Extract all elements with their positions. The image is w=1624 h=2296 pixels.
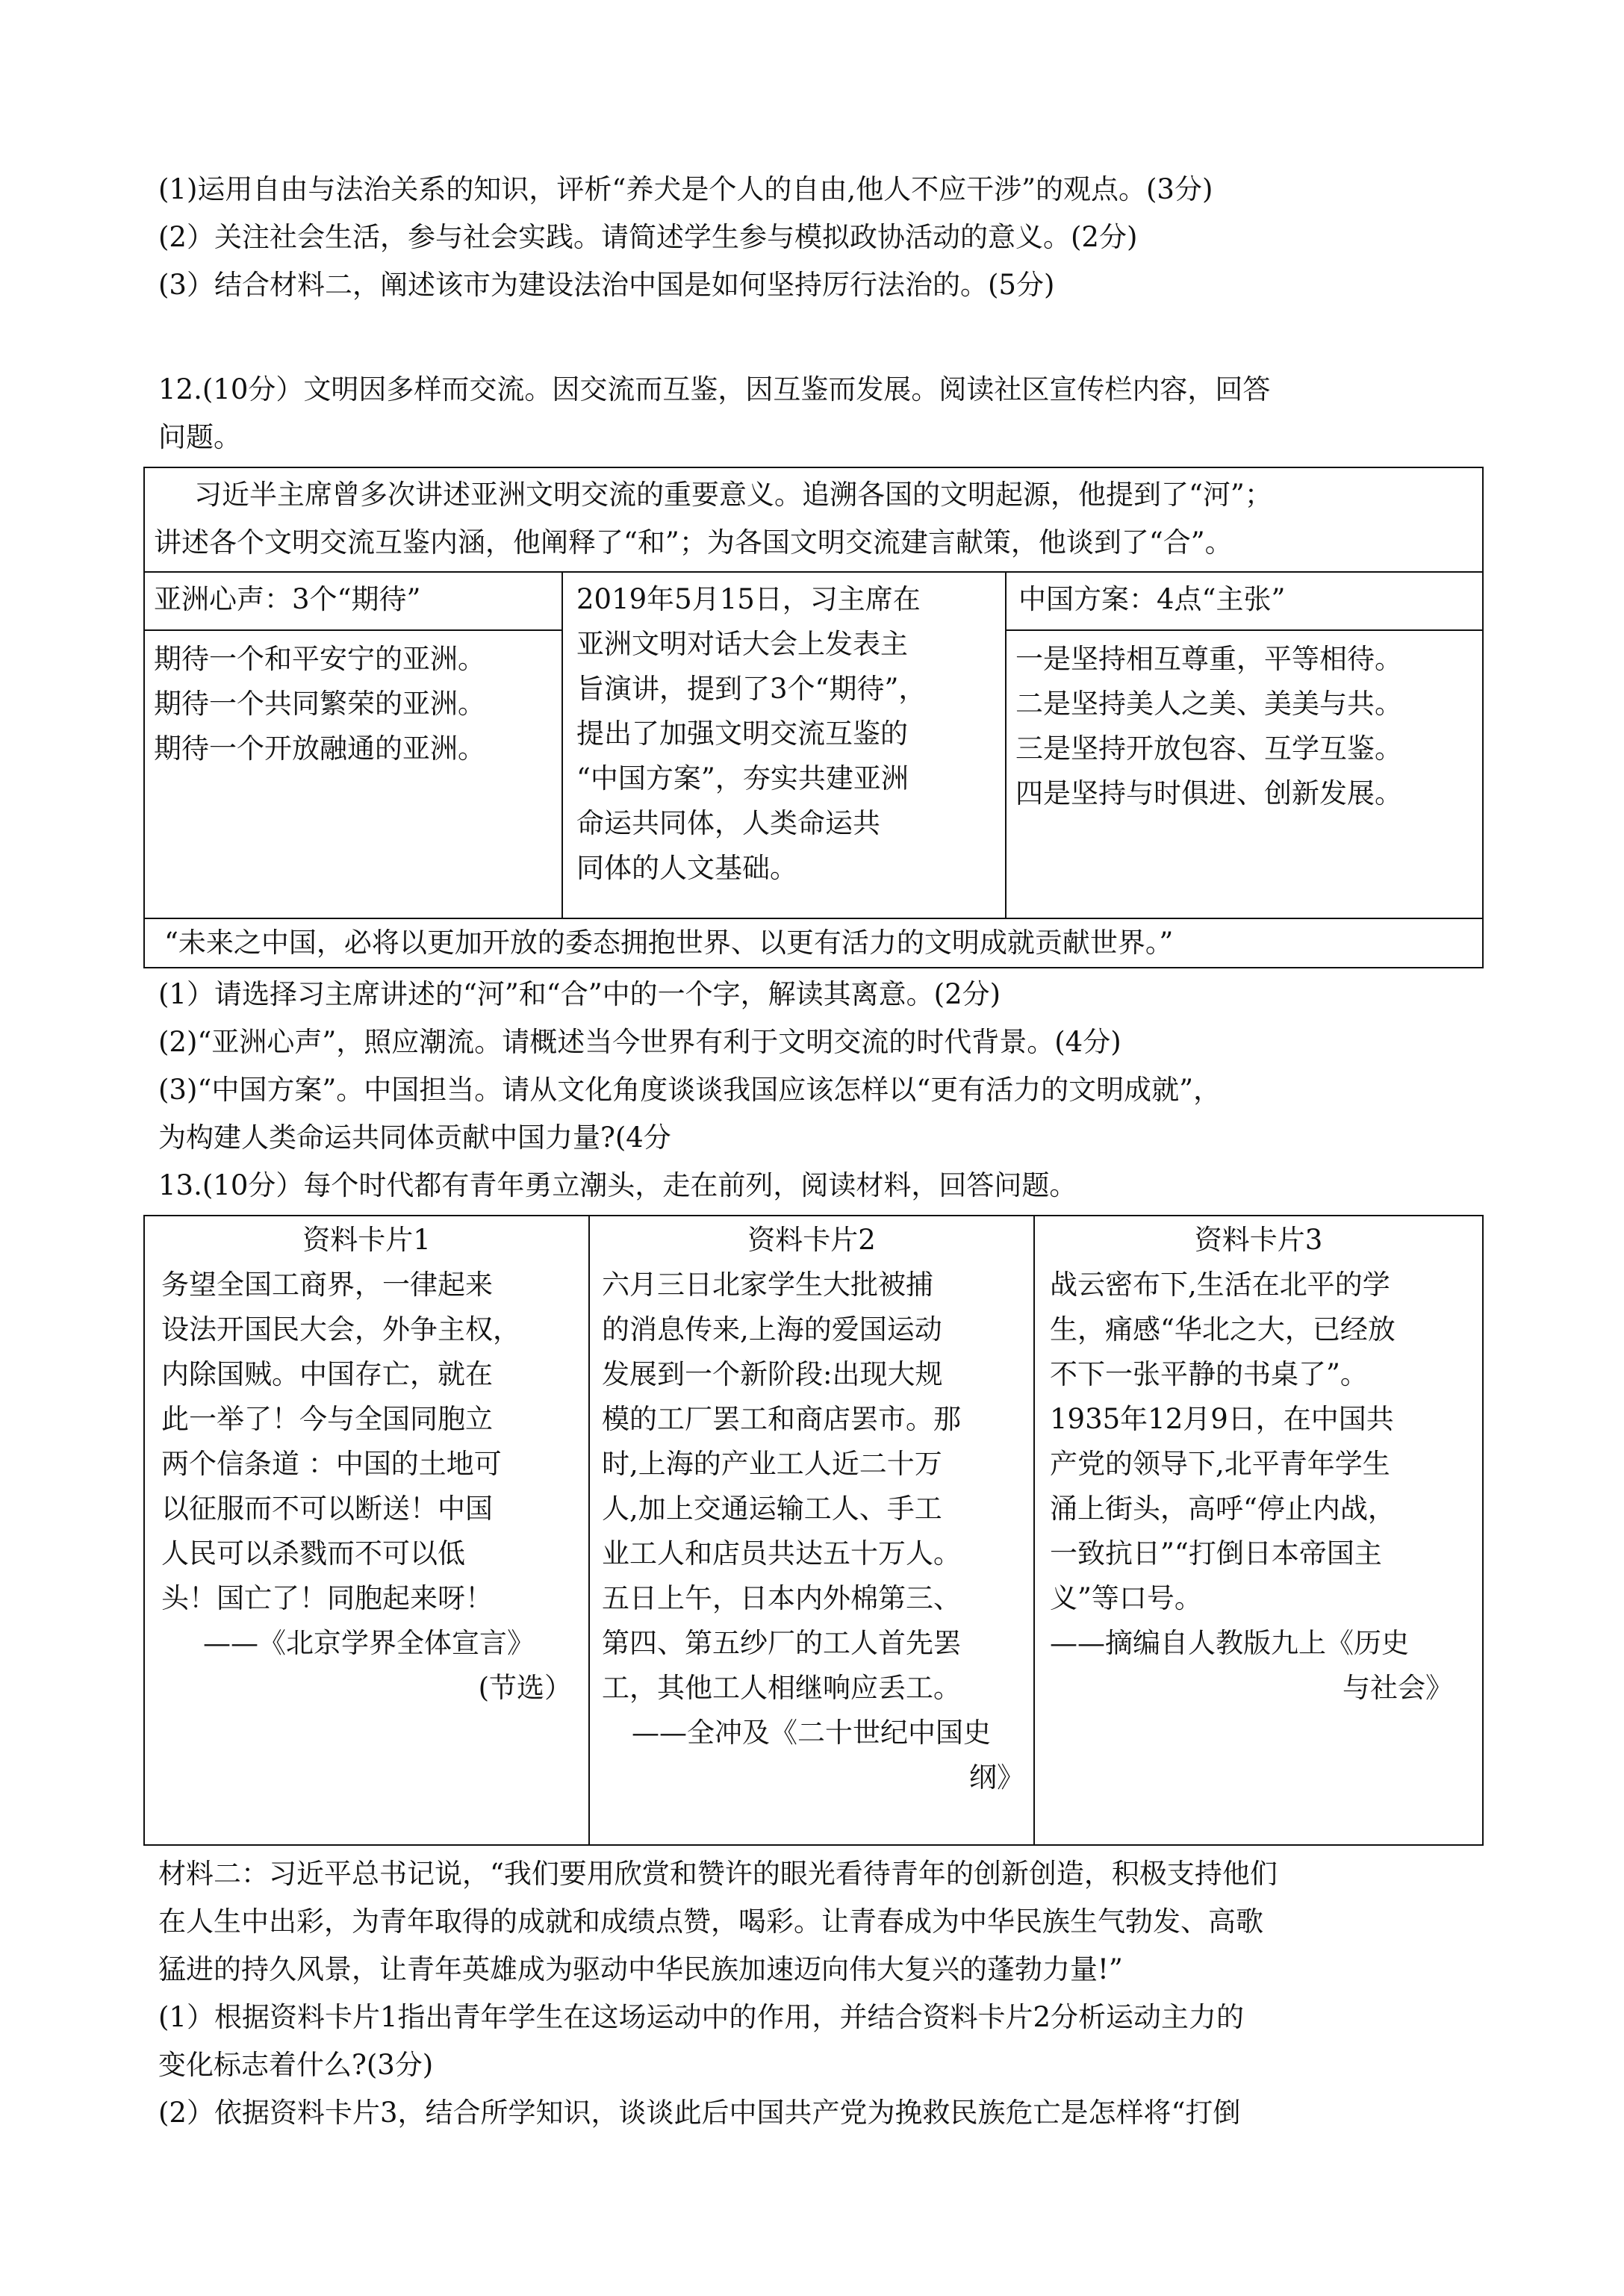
q13-card2-title: 资料卡片2 bbox=[747, 1224, 876, 1256]
q12-col1-header: 亚洲心声：3个“期待” bbox=[154, 583, 421, 615]
q12-bulletin-table bbox=[143, 467, 1484, 968]
q13-cards-table bbox=[143, 1215, 1484, 1846]
q13-card1-line: 内除国贼。中国存亡，就在 bbox=[161, 1358, 493, 1390]
q13-card3-line: 义”等口号。 bbox=[1050, 1582, 1202, 1614]
q12-col3-line: 三是坚持开放包容、互学互鉴。 bbox=[1015, 732, 1402, 765]
q12-col2-line: 旨演讲，提到了3个“期待”， bbox=[576, 673, 927, 705]
q12-col1-line: 期待一个共同繁荣的亚洲。 bbox=[154, 688, 485, 720]
q12-col1-line: 期待一个和平安宁的亚洲。 bbox=[154, 643, 485, 675]
q13-material2-line3: 猛进的持久风景，让青年英雄成为驱动中华民族加速迈向伟大复兴的蓬勃力量!” bbox=[158, 1953, 1123, 1985]
q12-col2-line: 亚洲文明对话大会上发表主 bbox=[576, 628, 908, 660]
q12-col3-body bbox=[1015, 637, 1478, 913]
q12-col2-body bbox=[576, 577, 1002, 913]
q12-stem-line2: 问题。 bbox=[158, 421, 241, 453]
q13-card2-line: 五日上午，日本内外棉第三、 bbox=[602, 1582, 961, 1614]
q12-col2-line: 2019年5月15日，习主席在 bbox=[576, 583, 921, 615]
q13-material2-line1: 材料二：习近平总书记说，“我们要用欣赏和赞许的眼光看待青年的创新创造，积极支持他们 bbox=[158, 1858, 1278, 1890]
q12-col-divider-2 bbox=[1005, 571, 1007, 918]
q12-sub3-line1: (3)“中国方案”。中国担当。请从文化角度谈谈我国应该怎样以“更有活力的文明成就”， bbox=[158, 1074, 1222, 1106]
q13-card1-line: 以征服而不可以断送！中国 bbox=[161, 1493, 493, 1525]
q13-card2-line: 的消息传来,上海的爱国运动 bbox=[602, 1313, 942, 1345]
q13-card1-line: 两个信条道 ：中国的土地可 bbox=[161, 1448, 502, 1480]
q12-col2-line: “中国方案”，夯实共建亚洲 bbox=[576, 762, 909, 794]
q13-sub2: (2）依据资料卡片3，结合所学知识，谈谈此后中国共产党为挽救民族危亡是怎样将“打倒 bbox=[158, 2097, 1241, 2129]
q13-card3-line: 涌上街头，高呼“停止内战， bbox=[1050, 1493, 1396, 1525]
q12-col1-line: 期待一个开放融通的亚洲。 bbox=[154, 732, 485, 765]
q13-col-divider-1 bbox=[588, 1216, 590, 1844]
q13-card3-line: 生，痛感“华北之大，已经放 bbox=[1050, 1313, 1396, 1345]
q12-col1-header-divider bbox=[145, 629, 561, 631]
q12-col3-line: 一是坚持相互尊重，平等相待。 bbox=[1015, 643, 1402, 675]
q13-card2-line: 模的工厂罢工和商店罢市。那 bbox=[602, 1403, 961, 1435]
q13-card1-line: 此一举了！今与全国同胞立 bbox=[161, 1403, 493, 1435]
q13-card3-line: 一致抗日”“打倒日本帝国主 bbox=[1050, 1537, 1382, 1569]
q12-intro-line2: 讲述各个文明交流互鉴内涵，他阐释了“和”；为各国文明交流建言献策，他谈到了“合”。 bbox=[154, 526, 1233, 559]
q12-col3-line: 四是坚持与时俱进、创新发展。 bbox=[1015, 777, 1402, 809]
q13-card2-line: 第四、第五纱厂的工人首先罢 bbox=[602, 1627, 961, 1659]
q13-card2-line: 业工人和店员共达五十万人。 bbox=[602, 1537, 961, 1569]
q13-card2-line: 工，其他工人相继响应丢工。 bbox=[602, 1672, 961, 1704]
q13-sub1-line1: (1）根据资料卡片1指出青年学生在这场运动中的作用，并结合资料卡片2分析运动主力的 bbox=[158, 2001, 1245, 2033]
q13-card3-line: 产党的领导下,北平青年学生 bbox=[1050, 1448, 1390, 1480]
q11-sub2: (2）关注社会生活，参与社会实践。请简述学生参与模拟政协活动的意义。(2分) bbox=[158, 221, 1138, 253]
q13-card3-source: ——摘编自人教版九上《历史 bbox=[1050, 1627, 1409, 1659]
q12-footer-divider bbox=[145, 918, 1482, 919]
q12-sub3-line2: 为构建人类命运共同体贡献中国力量?(4分 bbox=[158, 1121, 671, 1154]
q12-intro-line1: 习近半主席曾多次讲述亚洲文明交流的重要意义。追溯各国的文明起源，他提到了“河”； bbox=[194, 479, 1272, 511]
q12-stem-line1: 12.(10分）文明因多样而交流。因交流而互鉴，因互鉴而发展。阅读社区宣传栏内容，回答 bbox=[158, 373, 1271, 405]
q12-table-divider bbox=[145, 571, 1482, 573]
q13-card2-source: ——全冲及《二十世纪中国史 bbox=[632, 1717, 991, 1749]
q13-card2-line: 六月三日北家学生大批被捕 bbox=[602, 1269, 933, 1301]
q13-card1-title: 资料卡片1 bbox=[302, 1224, 431, 1256]
q13-card1-body bbox=[161, 1263, 587, 1800]
q13-card1-line: 务望全国工商界，一律起来 bbox=[161, 1269, 493, 1301]
q13-card1-note: (节选） bbox=[478, 1672, 572, 1704]
q13-card3-line: 1935年12月9日，在中国共 bbox=[1050, 1403, 1394, 1435]
q13-card3-note: 与社会》 bbox=[1343, 1672, 1453, 1704]
q13-card1-line: 人民可以杀戮而不可以低 bbox=[161, 1537, 465, 1569]
q12-col2-line: 命运共同体，人类命运共 bbox=[576, 807, 880, 839]
q12-col2-line: 同体的人文基础。 bbox=[576, 852, 797, 884]
q13-card3-line: 不下一张平静的书桌了”。 bbox=[1050, 1358, 1368, 1390]
q11-sub1: (1)运用自由与法治关系的知识，评析“养犬是个人的自由,他人不应干涉”的观点。(3分) bbox=[158, 173, 1213, 205]
q12-sub2: (2)“亚洲心声”，照应潮流。请概述当今世界有利于文明交流的时代背景。(4分) bbox=[158, 1026, 1121, 1058]
q12-col-divider-1 bbox=[561, 571, 563, 918]
q13-material2-line2: 在人生中出彩，为青年取得的成就和成绩点赞，喝彩。让青春成为中华民族生气勃发、高歌 bbox=[158, 1905, 1263, 1938]
q13-card2-line: 人,加上交通运输工人、手工 bbox=[602, 1493, 942, 1525]
q13-card2-note: 纲》 bbox=[969, 1761, 1024, 1793]
q12-footer-quote: “未来之中国，必将以更加开放的委态拥抱世界、以更有活力的文明成就贡献世界。” bbox=[164, 927, 1174, 959]
q12-col2-line: 提出了加强文明交流互鉴的 bbox=[576, 718, 908, 750]
q12-col3-header-divider bbox=[1005, 629, 1482, 631]
q13-card1-line: 设法开国民大会，外争主权， bbox=[161, 1313, 520, 1345]
q13-card3-title: 资料卡片3 bbox=[1194, 1224, 1323, 1256]
q13-card3-body bbox=[1050, 1263, 1480, 1800]
q13-sub1-line2: 变化标志着什么?(3分) bbox=[158, 2049, 434, 2081]
q13-card2-line: 时,上海的产业工人近二十万 bbox=[602, 1448, 942, 1480]
q12-col1-body bbox=[154, 637, 557, 913]
q11-sub3: (3）结合材料二，阐述该市为建设法治中国是如何坚持厉行法治的。(5分) bbox=[158, 269, 1055, 301]
q13-card1-source: ——《北京学界全体宣言》 bbox=[203, 1627, 535, 1659]
q12-sub1: (1）请选择习主席讲述的“河”和“合”中的一个字，解读其离意。(2分) bbox=[158, 978, 1001, 1010]
q13-card2-line: 发展到一个新阶段:出现大规 bbox=[602, 1358, 943, 1390]
q13-col-divider-2 bbox=[1033, 1216, 1035, 1844]
q12-col3-line: 二是坚持美人之美、美美与共。 bbox=[1015, 688, 1402, 720]
q13-stem: 13.(10分）每个时代都有青年勇立潮头，走在前列，阅读材料，回答问题。 bbox=[158, 1169, 1077, 1201]
q13-card1-line: 头！国亡了！同胞起来呀！ bbox=[161, 1582, 493, 1614]
q12-col3-header: 中国方案：4点“主张” bbox=[1018, 583, 1286, 615]
q13-card3-line: 战云密布下,生活在北平的学 bbox=[1050, 1269, 1390, 1301]
q13-card2-body bbox=[602, 1263, 1032, 1842]
